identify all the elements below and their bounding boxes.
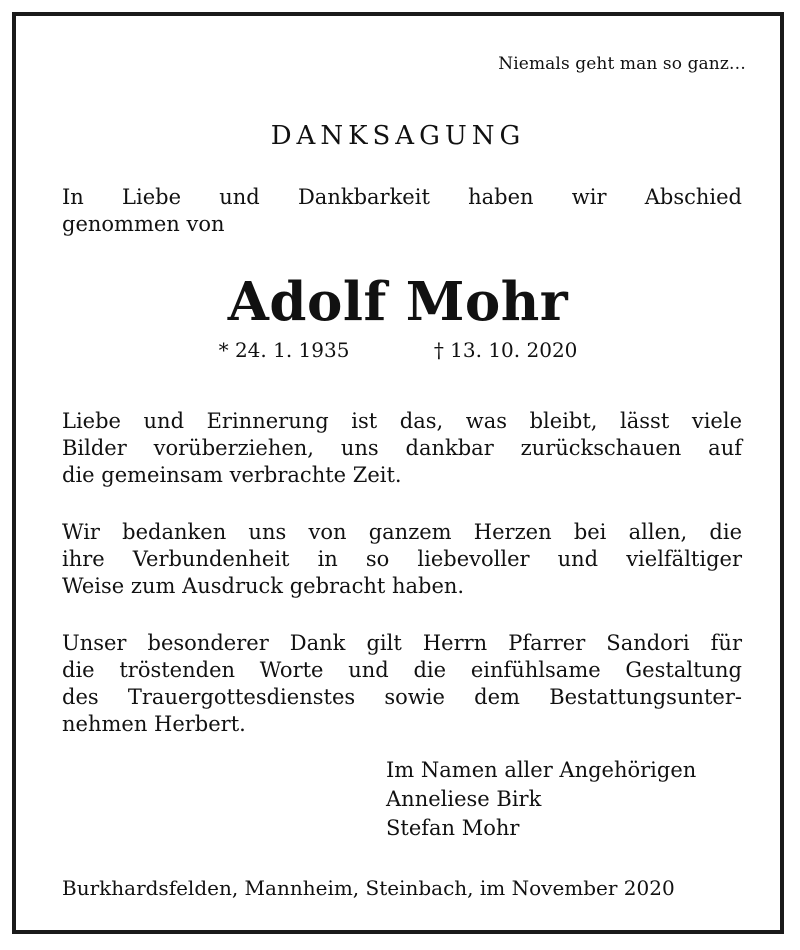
paragraph-line: Bilder vorüberziehen, uns dankbar zurückschauen auf [62,436,742,460]
place-and-date: Burkhardsfelden, Mannheim, Steinbach, im November 2020 [62,876,675,900]
paragraph-line: des Trauergottesdienstes sowie dem Bestattungsunter- [62,685,742,709]
life-dates [16,338,780,362]
intro-line-2: genommen von [62,212,225,236]
paragraph-line: nehmen Herbert. [62,712,246,736]
paragraph-line: Weise zum Ausdruck gebracht haben. [62,574,465,598]
paragraph-line: die tröstenden Worte und die einfühlsame Gestaltung [62,658,742,682]
paragraph-line: Unser besonderer Dank gilt Herrn Pfarrer Sandori für [62,631,742,655]
death-date: † 13. 10. 2020 [433,338,578,362]
paragraph-line: Liebe und Erinnerung ist das, was bleibt, lässt viele [62,409,742,433]
paragraph-special-thanks [62,630,742,738]
paragraph-line: ihre Verbundenheit in so liebevoller und vielfältiger [62,547,742,571]
paragraph-line: Wir bedanken uns von ganzem Herzen bei allen, die [62,520,742,544]
paragraph-memory [62,408,742,489]
signature-line: Im Namen aller Angehörigen [386,758,697,782]
deceased-name: Adolf Mohr [227,271,569,333]
signature-block [386,756,696,843]
paragraph-thanks [62,519,742,600]
motto: Niemals geht man so ganz… [498,54,746,74]
paragraph-line: die gemeinsam verbrachte Zeit. [62,463,402,487]
signature-name: Stefan Mohr [386,816,520,840]
signature-name: Anneliese Birk [386,787,542,811]
intro-line-1: In Liebe und Dankbarkeit haben wir Abschied [62,185,742,209]
obituary-frame [12,12,784,934]
birth-date: * 24. 1. 1935 [218,338,350,362]
heading: DANKSAGUNG [270,121,526,151]
intro-text [62,184,742,238]
